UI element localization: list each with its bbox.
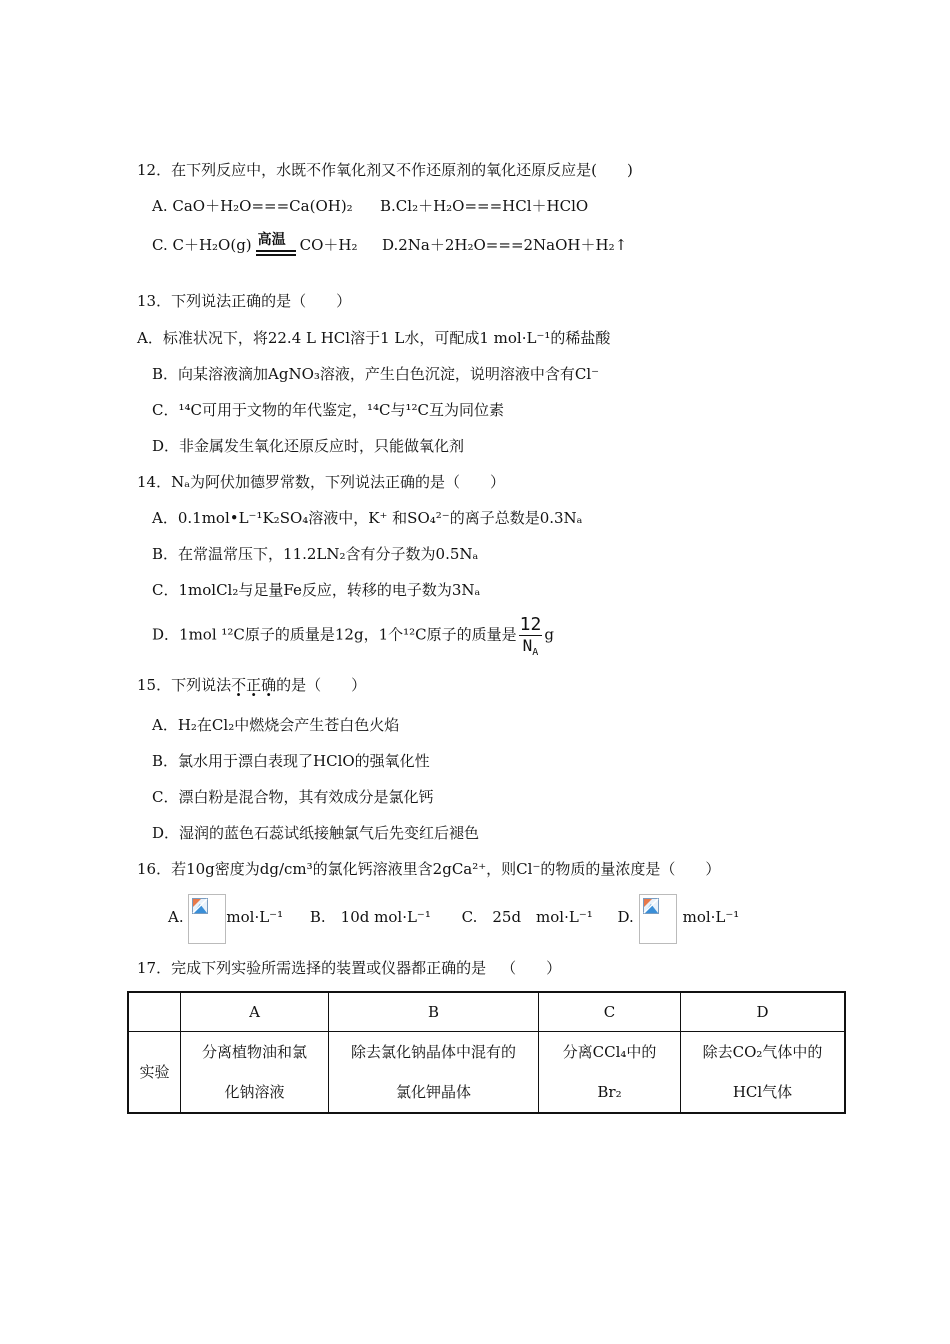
- experiment-table: [127, 991, 846, 1114]
- q14-option-d: [152, 614, 554, 659]
- q15-option-b: B．氯水用于漂白表现了HClO的强氧化性: [152, 752, 430, 770]
- q13-option-d: D．非金属发生氧化还原反应时，只能做氧化剂: [152, 437, 465, 455]
- fraction-12-over-na: [519, 614, 543, 659]
- q16-options: [168, 890, 739, 944]
- header-cell-empty: [128, 992, 181, 1032]
- q16-option-a-label: A.: [168, 908, 184, 926]
- fraction-numerator: 12: [519, 614, 542, 635]
- q13-option-c: C．¹⁴C可用于文物的年代鉴定，¹⁴C与¹²C互为同位素: [152, 401, 504, 419]
- condition-label: 高温: [257, 232, 286, 248]
- q12-option-c-right: CO＋H₂: [299, 236, 358, 254]
- q12-option-c-left: C. C＋H₂O(g): [152, 236, 252, 254]
- q12-stem: 12．在下列反应中，水既不作氧化剂又不作还原剂的氧化还原反应是( ): [137, 161, 633, 179]
- q16-stem: 16．若10g密度为dg/cm³的氯化钙溶液里含2gCa²⁺，则Cl⁻的物质的量浓度是（ ）: [137, 860, 721, 878]
- q13-option-a: A．标准状况下，将22.4 L HCl溶于1 L水，可配成1 mol·L⁻¹的稀盐酸: [137, 329, 611, 347]
- q13-stem: 13．下列说法正确的是（ ）: [137, 292, 352, 310]
- q15-option-a: A．H₂在Cl₂中燃烧会产生苍白色火焰: [152, 716, 400, 734]
- q15-option-d: D．湿润的蓝色石蕊试纸接触氯气后先变红后褪色: [152, 824, 480, 842]
- table-header-row: [128, 992, 845, 1032]
- q16-option-d-label: D.: [617, 908, 634, 926]
- q13-option-b: B．向某溶液滴加AgNO₃溶液，产生白色沉淀，说明溶液中含有Cl⁻: [152, 365, 600, 383]
- q16-option-a-unit: mol·L⁻¹: [226, 908, 284, 926]
- q12-option-d: D.2Na＋2H₂O===2NaOH＋H₂↑: [382, 236, 628, 254]
- q16-option-b: B. 10d mol·L⁻¹: [309, 908, 431, 926]
- q14-option-b: B．在常温常压下，11.2LN₂含有分子数为0.5Nₐ: [152, 545, 479, 563]
- broken-image-icon: [639, 894, 677, 944]
- header-cell-c: C: [539, 992, 681, 1032]
- q15-option-c: C．漂白粉是混合物，其有效成分是氯化钙: [152, 788, 434, 806]
- table-row: [128, 1032, 845, 1114]
- q17-stem: 17．完成下列实验所需选择的装置或仪器都正确的是 （ ）: [137, 959, 562, 977]
- q14-stem: 14．Nₐ为阿伏加德罗常数，下列说法正确的是（ ）: [137, 473, 506, 491]
- q12-option-c: [152, 234, 358, 257]
- cell-a: 分离植物油和氯 化钠溶液: [181, 1032, 329, 1114]
- q16-option-d-unit: mol·L⁻¹: [682, 908, 740, 926]
- emphasis-char: 正: [246, 676, 262, 694]
- q14-option-a: A．0.1mol•L⁻¹K₂SO₄溶液中，K⁺ 和SO₄²⁻的离子总数是0.3Nₐ: [152, 509, 583, 527]
- emphasis-char: 确: [261, 676, 277, 694]
- q14-option-c: C．1molCl₂与足量Fe反应，转移的电子数为3Nₐ: [152, 581, 481, 599]
- cell-b: 除去氯化钠晶体中混有的 氯化钾晶体: [329, 1032, 539, 1114]
- header-cell-a: A: [181, 992, 329, 1032]
- q14-option-d-unit: g: [544, 625, 554, 644]
- cell-d: 除去CO₂气体中的 HCl气体: [681, 1032, 846, 1114]
- reaction-condition-arrow: [256, 232, 296, 257]
- q12-option-b: B.Cl₂＋H₂O===HCl＋HClO: [380, 197, 589, 215]
- q12-option-a: A. CaO＋H₂O===Ca(OH)₂: [152, 197, 353, 215]
- fraction-denominator: $N_A$: [522, 636, 539, 659]
- header-cell-d: D: [681, 992, 846, 1032]
- q14-option-d-text: D．1mol ¹²C原子的质量是12g，1个¹²C原子的质量是: [152, 625, 517, 644]
- q16-option-c: C. 25d mol·L⁻¹: [461, 908, 593, 926]
- q15-stem: 15．下列说法不正确的是（ ）: [137, 676, 367, 694]
- emphasis-char: 不: [231, 676, 247, 694]
- cell-c: 分离CCl₄中的 Br₂: [539, 1032, 681, 1114]
- row-label: 实验: [128, 1032, 181, 1114]
- broken-image-icon: [188, 894, 226, 944]
- header-cell-b: B: [329, 992, 539, 1032]
